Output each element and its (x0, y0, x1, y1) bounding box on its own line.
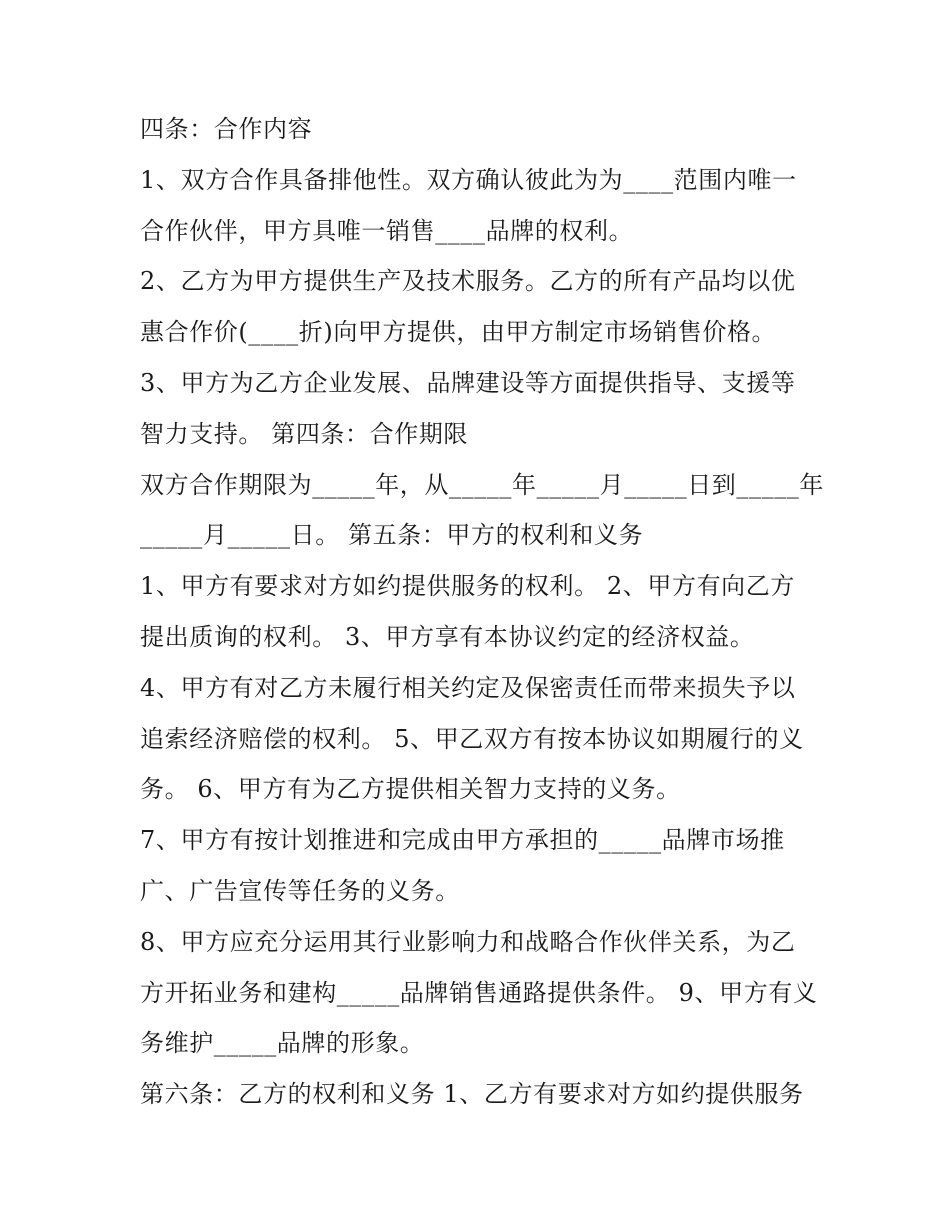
text-line: 1、双方合作具备排他性。双方确认彼此为为____范围内唯一 (140, 165, 797, 194)
text-line: 2、乙方为甲方提供生产及技术服务。乙方的所有产品均以优 (140, 267, 796, 296)
text-line: 合作伙伴，甲方具唯一销售____品牌的权利。 (140, 216, 634, 245)
text-line: 8、甲方应充分运用其行业影响力和战略合作伙伴关系，为乙 (140, 927, 796, 956)
text-line: 7、甲方有按计划推进和完成由甲方承担的_____品牌市场推 (140, 826, 785, 855)
text-line: 广、广告宣传等任务的义务。 (140, 876, 460, 905)
text-line: 四条：合作内容 (140, 115, 313, 143)
text-line: 智力支持。 第四条：合作期限 (140, 419, 469, 448)
text-line: 第六条：乙方的权利和义务 1、乙方有要求对方如约提供服务 (140, 1080, 804, 1109)
text-line: 务维护_____品牌的形象。 (140, 1029, 425, 1058)
text-line: 3、甲方为乙方企业发展、品牌建设等方面提供指导、支援等 (140, 368, 796, 397)
text-line: 务。 6、甲方有为乙方提供相关智力支持的义务。 (140, 775, 681, 804)
text-line: 1、甲方有要求对方如约提供服务的权利。 2、甲方有向乙方 (140, 572, 795, 601)
text-line: 提出质询的权利。 3、甲方享有本协议约定的经济权益。 (140, 622, 755, 651)
text-line: 追索经济赔偿的权利。 5、甲乙双方有按本协议如期履行的义 (140, 724, 804, 753)
text-line: _____月_____日。 第五条：甲方的权利和义务 (140, 521, 644, 550)
text-line: 双方合作期限为_____年，从_____年_____月_____日到_____年 (140, 470, 824, 499)
text-line: 方开拓业务和建构_____品牌销售通路提供条件。 9、甲方有义 (140, 978, 818, 1007)
document-body (140, 104, 824, 1120)
text-line: 4、甲方有对乙方未履行相关约定及保密责任而带来损失予以 (140, 673, 796, 702)
text-line: 惠合作价(____折)向甲方提供，由甲方制定市场销售价格。 (140, 318, 777, 347)
